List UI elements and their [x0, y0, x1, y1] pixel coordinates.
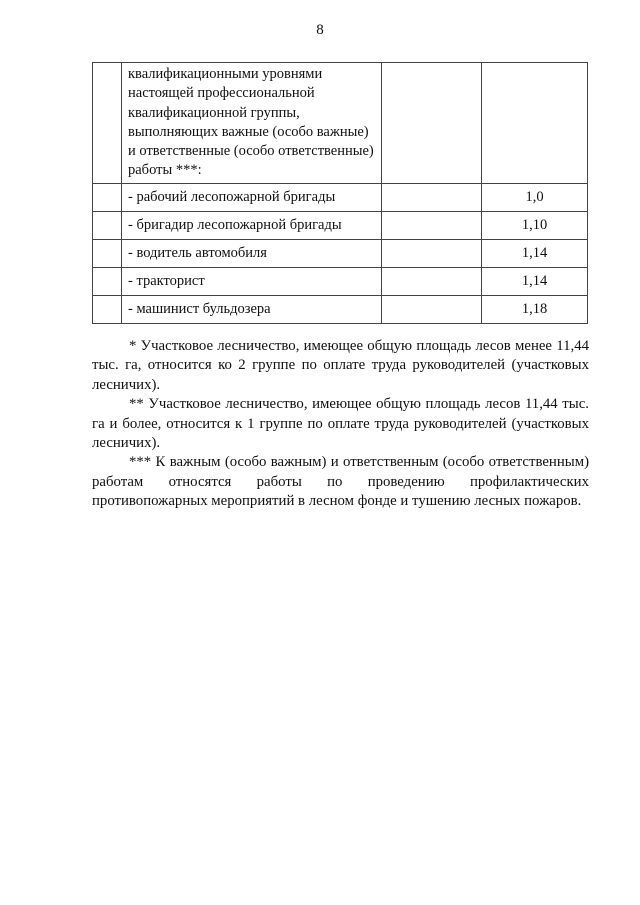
table-cell-empty: [93, 295, 122, 323]
table-cell-value: 1,0: [482, 183, 588, 211]
table-row: [93, 295, 588, 323]
table-cell-label: - тракторист: [122, 267, 382, 295]
table-cell-empty: [93, 183, 122, 211]
table-cell-empty: [382, 183, 482, 211]
footnote-1: * Участковое лесничество, имеющее общую площадь лесов менее 11,44 тыс. га, относится ко 2 группе по оплате труда руководителей (участковых лесничих).: [92, 338, 589, 393]
pay-coefficients-table: [92, 62, 588, 324]
table-cell-value: 1,14: [482, 267, 588, 295]
table-cell-value: 1,14: [482, 239, 588, 267]
table-cell-value: 1,10: [482, 211, 588, 239]
table-cell-label: - водитель автомобиля: [122, 239, 382, 267]
table-cell-label: - рабочий лесопожарной бригады: [122, 183, 382, 211]
table-cell-empty: [93, 63, 122, 184]
footnote-2: ** Участковое лесничество, имеющее общую площадь лесов 11,44 тыс. га и более, относится к 1 группе по оплате труда руководителей (участковых лесничих).: [92, 396, 589, 452]
table-cell-empty: [382, 267, 482, 295]
table-cell-label: - бригадир лесопожарной бригады: [122, 211, 382, 239]
table-cell-empty: [93, 211, 122, 239]
table-cell-empty: [482, 63, 588, 184]
table-cell-continuation-text: квалификационными уровнями настоящей профессиональной квалификационной группы, выполняющих важные (особо важные) и ответственные (особо ответственные) работы ***:: [122, 63, 382, 184]
table-cell-empty: [382, 295, 482, 323]
table-cell-empty: [382, 239, 482, 267]
table-cell-empty: [382, 63, 482, 184]
table-row: [93, 211, 588, 239]
page-number: 8: [316, 22, 324, 38]
table-cell-empty: [93, 239, 122, 267]
table-row: [93, 183, 588, 211]
table-cell-empty: [382, 211, 482, 239]
footnotes-block: [92, 337, 589, 512]
footnote-3: *** К важным (особо важным) и ответственным (особо ответственным) работам относятся работы по проведению профилактических противопожарных мероприятий в лесном фонде и тушению лесных пожаров.: [92, 454, 589, 510]
table-cell-empty: [93, 267, 122, 295]
table-row: [93, 267, 588, 295]
table-cell-value: 1,18: [482, 295, 588, 323]
table-row-continuation: [93, 63, 588, 184]
table-cell-label: - машинист бульдозера: [122, 295, 382, 323]
table-row: [93, 239, 588, 267]
